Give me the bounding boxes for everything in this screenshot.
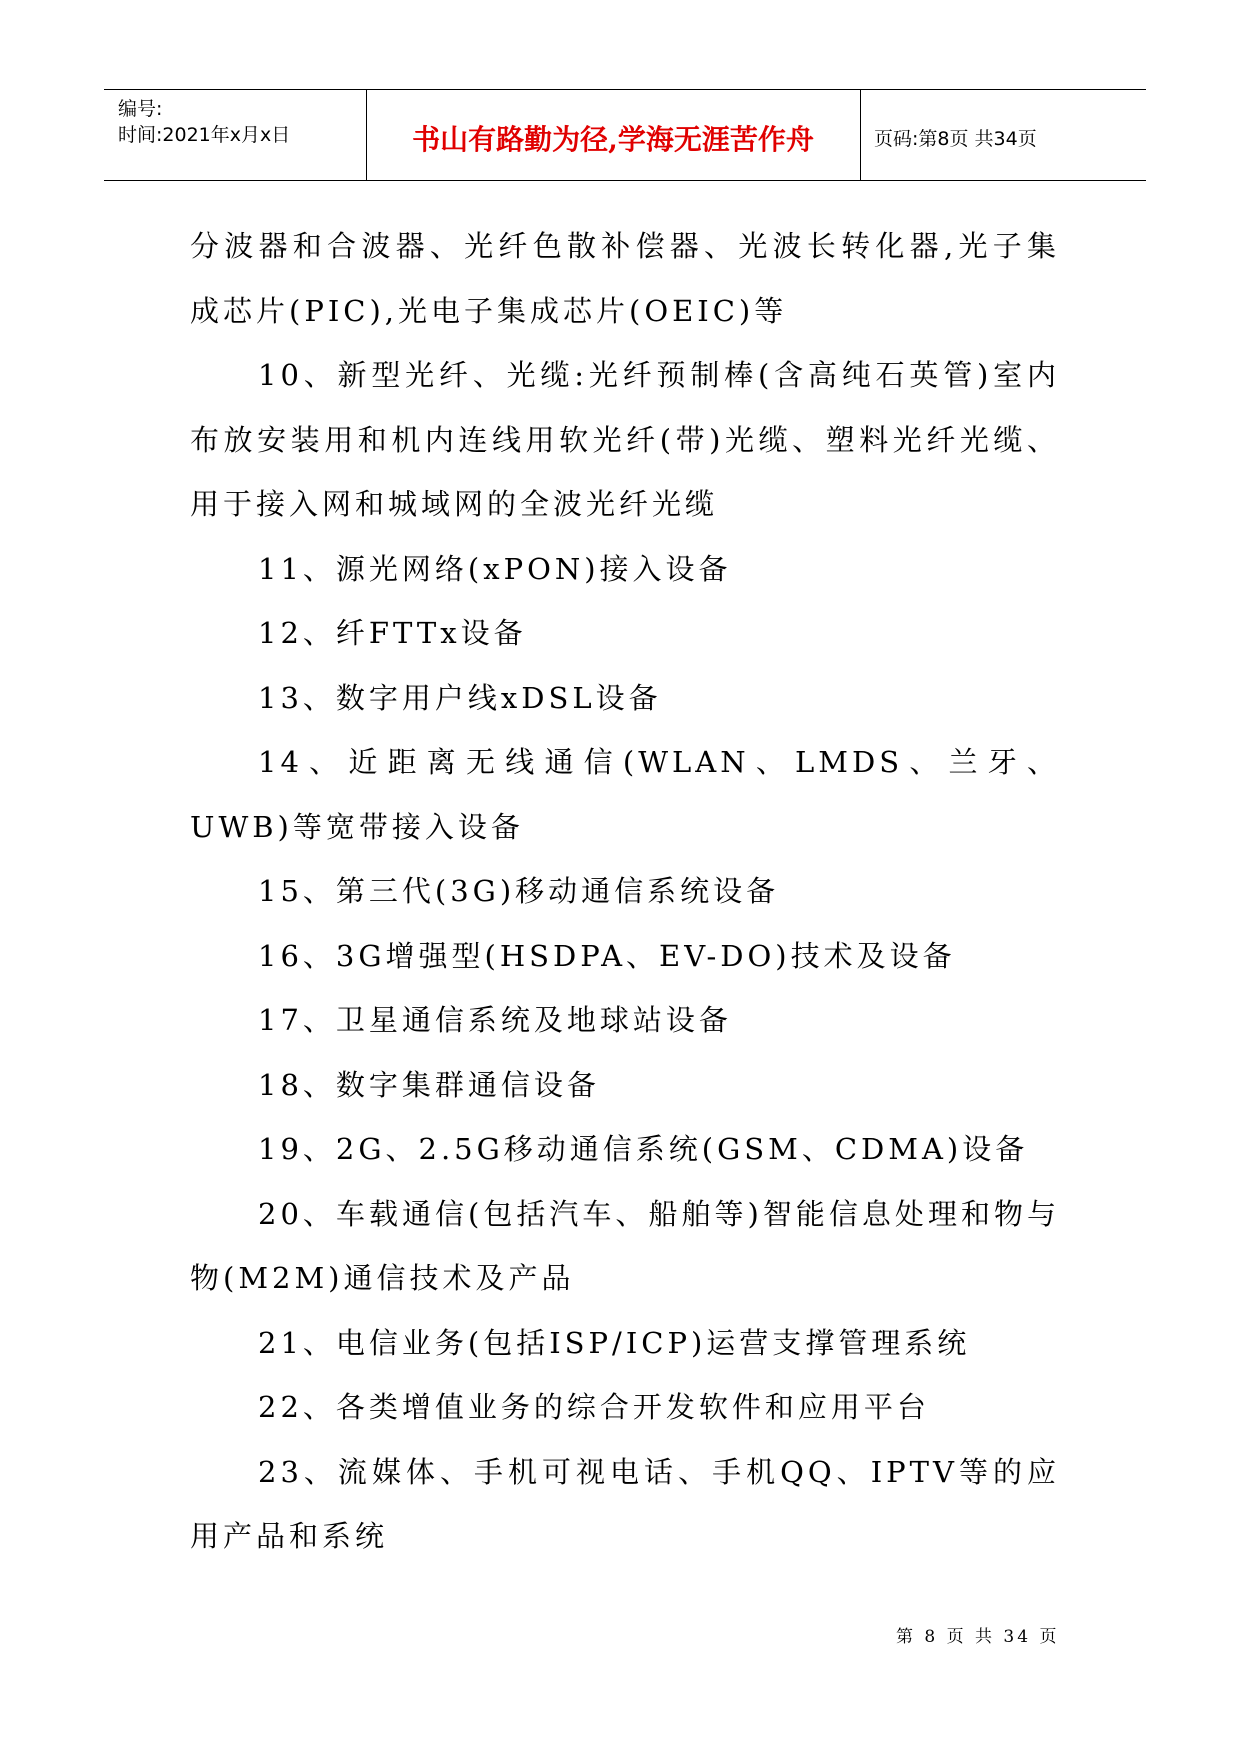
body-paragraph: 14、近距离无线通信(WLAN、LMDS、兰牙、UWB)等宽带接入设备 [190,745,1060,844]
document-time-label: 时间:2021年x月x日 [118,124,291,146]
body-paragraph: 19、2G、2.5G移动通信系统(GSM、CDMA)设备 [258,1132,1029,1166]
body-paragraph: 12、纤FTTx设备 [258,616,527,650]
body-paragraph: 21、电信业务(包括ISP/ICP)运营支撑管理系统 [258,1325,971,1360]
page-footer: 第 8 页 共 34 页 [896,1627,1060,1647]
body-paragraph: 18、数字集群通信设备 [258,1067,600,1102]
body-paragraph: 17、卫星通信系统及地球站设备 [258,1003,732,1037]
header-motto: 书山有路勤为径,学海无涯苦作舟 [412,123,814,156]
header-right-cell [860,90,1146,180]
body-paragraph: 23、流媒体、手机可视电话、手机QQ、IPTV等的应用产品和系统 [190,1454,1060,1553]
header-page-number: 页码:第8页 共34页 [874,128,1037,150]
document-number-label: 编号: [118,98,163,120]
body-paragraph: 20、车载通信(包括汽车、船舶等)智能信息处理和物与物(M2M)通信技术及产品 [190,1196,1060,1295]
body-paragraph: 11、源光网络(xPON)接入设备 [258,551,732,586]
body-paragraph: 10、新型光纤、光缆:光纤预制棒(含高纯石英管)室内布放安装用和机内连线用软光纤(带)光缆、塑料光纤光缆、用于接入网和城域网的全波光纤光缆 [190,358,1060,521]
body-paragraph: 22、各类增值业务的综合开发软件和应用平台 [258,1390,930,1424]
body-paragraph: 15、第三代(3G)移动通信系统设备 [258,874,780,908]
body-paragraph: 13、数字用户线xDSL设备 [258,680,662,715]
header-middle-cell [366,90,861,180]
document-body [190,214,1060,1569]
page-header [104,89,1146,181]
header-left-cell [104,90,367,180]
body-paragraph: 16、3G增强型(HSDPA、EV-DO)技术及设备 [258,938,956,973]
body-paragraph: 分波器和合波器、光纤色散补偿器、光波长转化器,光子集成芯片(PIC),光电子集成芯片(OEIC)等 [190,229,1060,328]
